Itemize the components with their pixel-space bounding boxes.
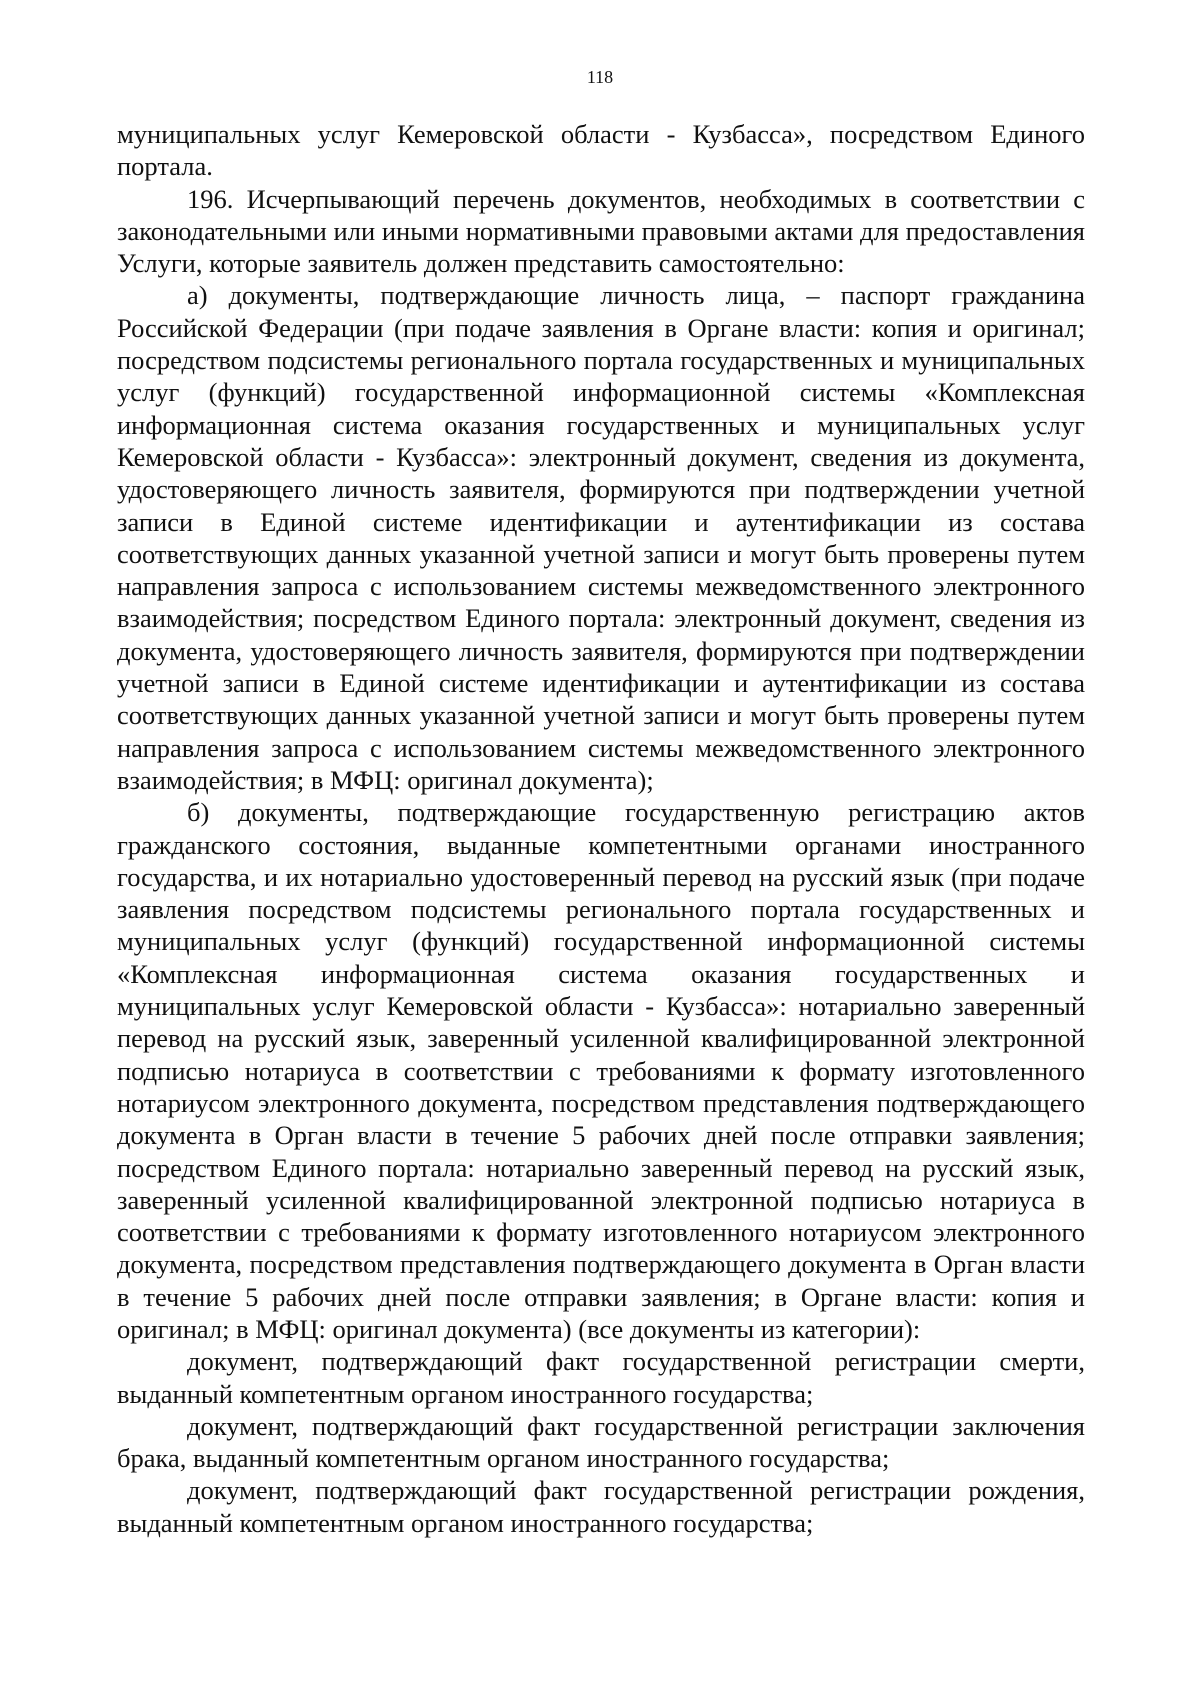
document-body [117, 118, 1085, 1539]
paragraph-item-a: а) документы, подтверждающие личность лица, – паспорт гражданина Российской Федерации (при подаче заявления в Органе власти: копия и оригинал; посредством подсистемы регионального портала государственных и муниципальных услуг (функций) государственной информационной системы «Комплексная информационная система оказания государственных и муниципальных услуг Кемеровской области - Кузбасса»: электронный документ, сведения из документа, удостоверяющего личность заявителя, формируются при подтверждении учетной записи в Единой системе идентификации и аутентификации из состава соответствующих данных указанной учетной записи и могут быть проверены путем направления запроса с использованием системы межведомственного электронного взаимодействия; посредством Единого портала: электронный документ, сведения из документа, удостоверяющего личность заявителя, формируются при подтверждении учетной записи в Единой системе идентификации и аутентификации из состава соответствующих данных указанной учетной записи и могут быть проверены путем направления запроса с использованием системы межведомственного электронного взаимодействия; в МФЦ: оригинал документа); [117, 280, 1085, 795]
paragraph-item-b: б) документы, подтверждающие государственную регистрацию актов гражданского состояния, выданные компетентными органами иностранного государства, и их нотариально удостоверенный перевод на русский язык (при подаче заявления посредством подсистемы регионального портала государственных и муниципальных услуг (функций) государственной информационной системы «Комплексная информационная система оказания государственных и муниципальных услуг Кемеровской области - Кузбасса»: нотариально заверенный перевод на русский язык, заверенный усиленной квалифицированной электронной подписью нотариуса в соответствии с требованиями к формату изготовленного нотариусом электронного документа, посредством представления подтверждающего документа в Орган власти в течение 5 рабочих дней после отправки заявления; посредством Единого портала: нотариально заверенный перевод на русский язык, заверенный усиленной квалифицированной электронной подписью нотариуса в соответствии с требованиями к формату изготовленного нотариусом электронного документа, посредством представления подтверждающего документа в Орган власти в течение 5 рабочих дней после отправки заявления; в Органе власти: копия и оригинал; в МФЦ: оригинал документа) (все документы из категории): [117, 797, 1085, 1344]
list-item-marriage-certificate: документ, подтверждающий факт государственной регистрации заключения брака, выданный компетентным органом иностранного государства; [117, 1410, 1085, 1474]
list-item-death-certificate: документ, подтверждающий факт государственной регистрации смерти, выданный компетентным органом иностранного государства; [117, 1346, 1085, 1409]
paragraph-196: 196. Исчерпывающий перечень документов, необходимых в соответствии с законодательными или иными нормативными правовыми актами для предоставления Услуги, которые заявитель должен представить самостоятельно: [117, 183, 1085, 279]
page-number: 118 [586, 67, 614, 87]
paragraph-continuation: муниципальных услуг Кемеровской области - Кузбасса», посредством Единого портала. [117, 119, 1085, 182]
list-item-birth-certificate: документ, подтверждающий факт государственной регистрации рождения, выданный компетентным органом иностранного государства; [117, 1475, 1085, 1538]
